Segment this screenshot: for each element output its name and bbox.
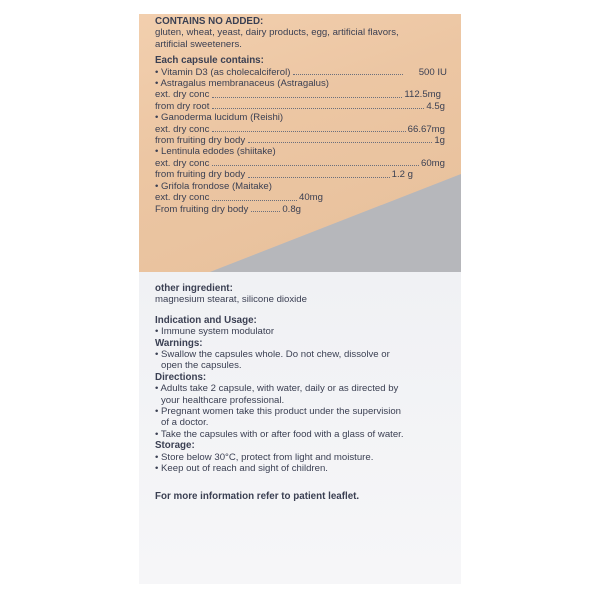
ingredient-label: • Lentinula edodes (shiitake): [155, 146, 276, 158]
ingredient-value: 66.67mg: [407, 123, 445, 135]
ingredient-label: from fruiting dry body: [155, 135, 246, 147]
ingredient-label: From fruiting dry body: [155, 203, 249, 215]
ingredient-label: • Ganoderma lucidum (Reishi): [155, 112, 284, 124]
directions-text-1a: • Adults take 2 capsule, with water, daily or as directed by: [155, 383, 399, 395]
ingredient-value: 1.2 g: [391, 169, 413, 181]
ingredient-value: 40mg: [299, 192, 323, 204]
ingredient-row: [155, 124, 447, 135]
ingredient-label: • Grifola frondose (Maitake): [155, 180, 272, 192]
ingredients-section: [155, 16, 447, 215]
ingredient-value: 4.5g: [426, 100, 445, 112]
each-capsule-heading: Each capsule contains:: [155, 55, 264, 67]
warnings-heading: Warnings:: [155, 337, 203, 349]
ingredient-label: ext. dry conc: [155, 123, 210, 135]
ingredient-label: ext. dry conc: [155, 157, 210, 169]
ingredient-row: [155, 135, 447, 146]
ingredient-value: 1g: [434, 135, 445, 147]
directions-text-2b: of a doctor.: [161, 417, 209, 429]
ingredient-label: from fruiting dry body: [155, 169, 246, 181]
directions-text-1b: your healthcare professional.: [161, 394, 285, 406]
ingredient-label: ext. dry conc: [155, 192, 210, 204]
ingredient-value: 60mg: [421, 157, 445, 169]
usage-section: [155, 283, 455, 502]
indication-heading: Indication and Usage:: [155, 314, 257, 326]
no-added-text-line2: artificial sweeteners.: [155, 38, 242, 50]
ingredient-row: [155, 89, 447, 100]
storage-text-2: • Keep out of reach and sight of children.: [155, 463, 328, 475]
storage-heading: Storage:: [155, 440, 195, 452]
ingredient-row: [155, 112, 447, 123]
ingredient-label: • Vitamin D3 (as cholecalciferol): [155, 66, 291, 78]
other-ingredient-heading: other ingredient:: [155, 283, 233, 294]
ingredient-row: [155, 146, 447, 157]
ingredient-label: from dry root: [155, 100, 210, 112]
directions-text-2a: • Pregnant women take this product under the supervision: [155, 406, 402, 418]
warnings-text-line2: open the capsules.: [161, 360, 242, 372]
patient-leaflet-note: For more information refer to patient leaflet.: [155, 490, 360, 502]
ingredient-value: 112.5mg: [404, 89, 441, 101]
ingredient-row: [155, 204, 301, 215]
directions-heading: Directions:: [155, 371, 207, 383]
ingredient-row: [155, 192, 323, 203]
ingredient-row: [155, 67, 447, 78]
ingredient-row: [155, 181, 447, 192]
contains-no-added-heading: CONTAINS NO ADDED:: [155, 16, 264, 27]
ingredient-label: • Astragalus membranaceus (Astragalus): [155, 78, 329, 90]
ingredient-row: [155, 169, 413, 180]
indication-text: • Immune system modulator: [155, 326, 275, 338]
storage-text-1: • Store below 30°C, protect from light and moisture.: [155, 451, 374, 463]
ingredient-row: [155, 101, 447, 112]
other-ingredient-text: magnesium stearat, silicone dioxide: [155, 294, 307, 306]
directions-text-3: • Take the capsules with or after food with a glass of water.: [155, 428, 404, 440]
ingredient-value: 500 IU: [418, 66, 447, 78]
warnings-text-line1: • Swallow the capsules whole. Do not chew, dissolve or: [155, 349, 390, 361]
ingredient-row: [155, 78, 447, 89]
ingredient-row: [155, 158, 447, 169]
ingredient-label: ext. dry conc: [155, 89, 210, 101]
ingredient-value: 0.8g: [282, 203, 301, 215]
no-added-text-line1: gluten, wheat, yeast, dairy products, egg, artificial flavors,: [155, 27, 399, 39]
